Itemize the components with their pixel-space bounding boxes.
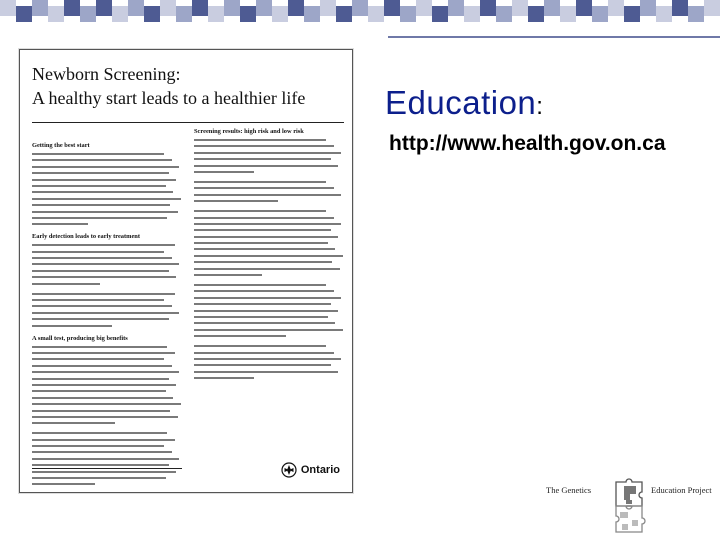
text-line: [32, 439, 175, 441]
text-line: [32, 211, 178, 213]
text-line: [32, 166, 179, 168]
text-line: [194, 303, 331, 305]
text-line: [194, 210, 326, 212]
decor-square: [288, 0, 304, 16]
decor-square: [96, 0, 112, 16]
slide-title-text: Education: [385, 84, 537, 121]
decor-square: [512, 0, 528, 16]
brochure-paragraph: [32, 346, 182, 425]
ontario-wordmark: Ontario: [300, 464, 340, 476]
decor-square: [208, 6, 224, 22]
text-line: [32, 223, 88, 225]
text-line: [194, 236, 338, 238]
decor-square: [192, 0, 208, 16]
decor-square: [160, 0, 176, 16]
decor-square: [352, 0, 368, 16]
text-line: [194, 290, 334, 292]
decor-square: [240, 6, 256, 22]
text-line: [32, 251, 164, 253]
logo-text-right: Education Project: [651, 485, 712, 495]
text-line: [32, 371, 179, 373]
decor-square: [704, 0, 720, 16]
decor-square: [320, 0, 336, 16]
decor-square: [112, 6, 128, 22]
decor-square: [592, 6, 608, 22]
text-line: [194, 358, 341, 360]
text-line: [32, 483, 95, 485]
decor-square: [16, 6, 32, 22]
text-line: [32, 445, 164, 447]
text-line: [32, 185, 166, 187]
text-line: [194, 158, 331, 160]
brochure-image: [19, 49, 353, 493]
text-line: [32, 172, 169, 174]
text-line: [32, 397, 173, 399]
decor-square: [448, 0, 464, 16]
logo-text-left: The Genetics: [546, 485, 592, 495]
source-url: http://www.health.gov.on.ca: [389, 132, 666, 155]
decor-square: [416, 0, 432, 16]
brochure-paragraph: [32, 432, 182, 485]
decor-square: [256, 0, 272, 16]
text-line: [194, 187, 334, 189]
brochure-subtitle: A healthy start leads to a healthier life: [32, 88, 306, 108]
decor-square: [176, 6, 192, 22]
text-line: [32, 276, 176, 278]
title-divider: [388, 36, 720, 38]
brochure-paragraph: [194, 210, 344, 276]
decor-square: [560, 6, 576, 22]
decor-square: [64, 0, 80, 16]
text-line: [194, 255, 343, 257]
text-line: [32, 378, 169, 380]
text-line: [32, 198, 181, 200]
decor-square: [656, 6, 672, 22]
text-line: [32, 416, 178, 418]
text-line: [32, 325, 112, 327]
text-line: [194, 322, 335, 324]
brochure-right-column: [194, 128, 344, 387]
decor-square: [384, 0, 400, 16]
text-line: [194, 297, 341, 299]
text-line: [32, 346, 167, 348]
brochure-paragraph: [32, 244, 182, 284]
text-line: [32, 244, 175, 246]
text-line: [194, 229, 331, 231]
text-line: [32, 432, 167, 434]
decor-square: [464, 6, 480, 22]
text-line: [32, 293, 175, 295]
decor-square: [672, 0, 688, 16]
decor-square: [368, 6, 384, 22]
text-line: [32, 477, 166, 479]
text-line: [194, 194, 341, 196]
text-line: [194, 371, 338, 373]
text-line: [32, 451, 172, 453]
slide-title-colon: :: [536, 93, 544, 120]
brochure-paragraph: [194, 139, 344, 173]
text-line: [194, 329, 343, 331]
text-line: [32, 471, 176, 473]
decor-square: [272, 6, 288, 22]
brochure-section-heading: A small test, producing big benefits: [32, 334, 128, 342]
decor-square: [624, 6, 640, 22]
text-line: [32, 318, 169, 320]
text-line: [194, 165, 338, 167]
text-line: [32, 352, 175, 354]
brochure-paragraph: [32, 153, 182, 225]
text-line: [32, 283, 100, 285]
text-line: [32, 312, 179, 314]
text-line: [32, 263, 179, 265]
genetics-education-project-logo: [542, 476, 720, 540]
text-line: [32, 384, 176, 386]
text-line: [32, 305, 172, 307]
text-line: [194, 181, 326, 183]
ontario-logo: [281, 462, 340, 478]
text-line: [194, 352, 334, 354]
text-line: [32, 153, 164, 155]
decor-square: [0, 0, 16, 16]
decor-square: [688, 6, 704, 22]
brochure-rule: [32, 468, 182, 469]
text-line: [194, 377, 254, 379]
text-line: [32, 270, 169, 272]
text-line: [194, 139, 326, 141]
brochure-paragraph: [32, 293, 182, 327]
text-line: [194, 261, 332, 263]
text-line: [194, 171, 254, 173]
brochure-title: Newborn Screening:: [32, 64, 181, 84]
decor-square: [432, 6, 448, 22]
decor-square: [528, 6, 544, 22]
text-line: [194, 200, 278, 202]
text-line: [32, 217, 167, 219]
decor-square: [400, 6, 416, 22]
text-line: [194, 145, 334, 147]
brochure-section-heading: Early detection leads to early treatment: [32, 233, 140, 241]
decor-square: [128, 0, 144, 16]
text-line: [32, 257, 172, 259]
decor-square: [496, 6, 512, 22]
brochure-left-column: [32, 142, 182, 493]
text-line: [194, 335, 286, 337]
text-line: [32, 458, 179, 460]
decor-square: [144, 6, 160, 22]
text-line: [32, 410, 170, 412]
text-line: [194, 152, 341, 154]
decor-square: [544, 0, 560, 16]
decor-square: [80, 6, 96, 22]
trillium-icon: [281, 462, 297, 478]
text-line: [32, 191, 173, 193]
text-line: [32, 390, 166, 392]
decor-square: [336, 6, 352, 22]
brochure-section-heading: Getting the best start: [32, 142, 90, 149]
brochure-paragraph: [194, 284, 344, 337]
text-line: [32, 179, 176, 181]
text-line: [32, 365, 172, 367]
text-line: [32, 159, 172, 161]
decor-square: [304, 6, 320, 22]
text-line: [194, 364, 331, 366]
brochure-paragraph: [194, 181, 344, 202]
text-line: [32, 403, 181, 405]
decor-square: [32, 0, 48, 16]
decor-square: [608, 0, 624, 16]
text-line: [32, 464, 169, 466]
brochure-paragraph: [194, 345, 344, 379]
text-line: [32, 358, 164, 360]
text-line: [194, 268, 340, 270]
text-line: [194, 242, 328, 244]
slide-title: [385, 84, 543, 122]
text-line: [194, 274, 262, 276]
decor-square: [576, 0, 592, 16]
text-line: [32, 299, 164, 301]
text-line: [194, 284, 326, 286]
puzzle-icon: [610, 476, 650, 538]
decor-square: [640, 0, 656, 16]
text-line: [194, 248, 335, 250]
text-line: [194, 223, 341, 225]
brochure-section-heading: Screening results: high risk and low risk: [194, 128, 304, 135]
text-line: [32, 204, 170, 206]
text-line: [194, 310, 338, 312]
decor-square: [480, 0, 496, 16]
decor-square: [48, 6, 64, 22]
text-line: [194, 217, 334, 219]
header-decoration: [0, 0, 720, 22]
brochure-rule: [32, 122, 344, 123]
text-line: [32, 422, 115, 424]
text-line: [194, 316, 328, 318]
text-line: [194, 345, 326, 347]
decor-square: [224, 0, 240, 16]
